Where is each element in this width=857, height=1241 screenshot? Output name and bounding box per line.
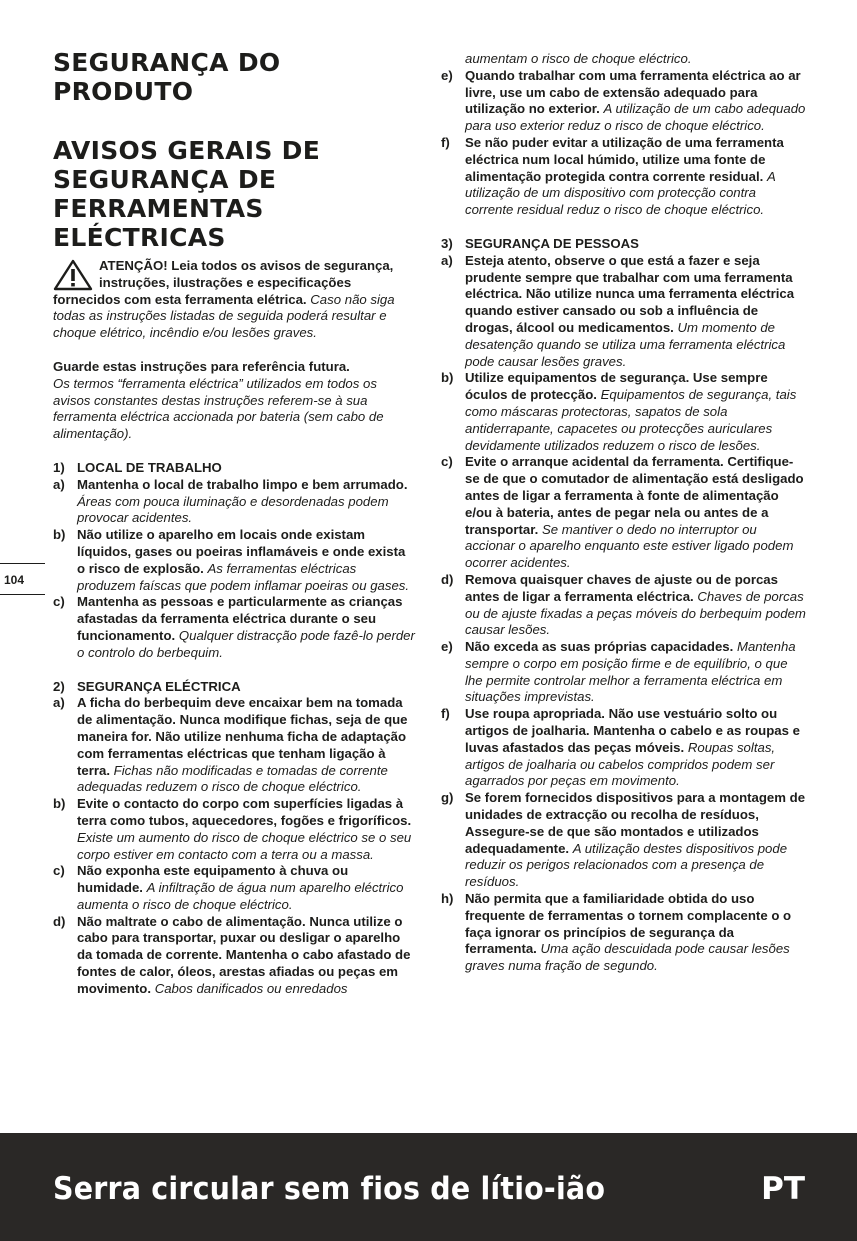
section-title-general-warnings: AVISOS GERAIS DE SEGURANÇA DE FERRAMENTAS ELÉCTRICAS <box>53 136 321 252</box>
footer-bar <box>0 1133 857 1241</box>
page-number: 104 <box>0 563 45 595</box>
terms-text: Os termos “ferramenta eléctrica” utilizados em todos os avisos constantes destas instruções referem-se à sua ferramenta eléctrica accionada por bateria (sem cabo de alimentação). <box>53 375 384 442</box>
warning-italic-text: Caso não siga todas as instruções listadas de seguida poderá resultar e choque elétrico, incêndio e/ou lesões graves. <box>53 291 395 341</box>
list-item: b) Evite o contacto do corpo com superfícies ligadas à terra como tubos, aquecedores, fogões e frigoríficos. Existe um aumento do risco de choque eléctrico se o seu corpo estiver em contacto com a terra ou a massa. <box>53 796 412 862</box>
list-item: c) Evite o arranque acidental da ferramenta. Certifique-se de que o comutador de alimentação está desligado antes de ligar a ferramenta à fonte de alimentação e/ou à bateria, antes de pegar nela ou antes de a transportar. Se mantiver o dedo no interruptor ou accionar o aparelho enquanto este estiver ligado podem ocorrer acidentes. <box>441 454 804 571</box>
continued-text: aumentam o risco de choque eléctrico. <box>465 51 692 66</box>
section-header-personal-safety: 3) SEGURANÇA DE PESSOAS <box>441 235 639 251</box>
list-item: c) Mantenha as pessoas e particularmente as crianças afastadas da ferramenta eléctrica durante o seu funcionamento. Qualquer distracção pode fazê-lo perder o controlo do berbequim. <box>53 594 415 660</box>
list-item: g) Se forem fornecidos dispositivos para a montagem de unidades de extracção ou recolha de resíduos, Assegure-se de que são montados e utilizados adequadamente. A utilização destes dispositivos pode reduzir os perigos relacionados com a presença de resíduos. <box>441 790 806 890</box>
product-title: Serra circular sem fios de lítio-ião <box>53 1171 606 1207</box>
list-item: f) Use roupa apropriada. Não use vestuário solto ou artigos de joalharia. Mantenha o cabelo e as roupas e luvas afastados das peças móveis. Roupas soltas, artigos de joalharia ou cabelos compridos podem ser agarrados por peças em movimento. <box>441 706 800 789</box>
warning-bold-text: ATENÇÃO! Leia todos os avisos de segurança, instruções, ilustrações e especificações fornecidos com esta ferramenta elétrica. <box>53 258 394 307</box>
list-item: c) Não exponha este equipamento à chuva ou humidade. A infiltração de água num aparelho eléctrico aumenta o risco de choque eléctrico. <box>53 863 404 912</box>
warning-block <box>53 258 417 342</box>
section-header-electrical-safety: 2) SEGURANÇA ELÉCTRICA <box>53 678 241 694</box>
section-title-product-safety: SEGURANÇA DO PRODUTO <box>53 48 281 106</box>
list-item: d) Não maltrate o cabo de alimentação. Nunca utilize o cabo para transportar, puxar ou desligar o aparelho da tomada de corrente. Mantenha o cabo afastado de fontes de calor, óleos, arestas afiadas ou peças em movimento. Cabos danificados ou enredados <box>53 913 411 996</box>
list-item: h) Não permita que a familiaridade obtida do uso frequente de ferramentas o tornem complacente o o faça ignorar os princípios de segurança da ferramenta. Uma ação descuidada pode causar lesões graves numa fração de segundo. <box>441 891 792 974</box>
language-code: PT <box>761 1171 805 1207</box>
list-item: e) Não exceda as suas próprias capacidades. Mantenha sempre o corpo em posição firme e de equilíbrio, o que lhe permite controlar melhor a ferramenta eléctrica em situações imprevistas. <box>441 639 796 705</box>
list-item: a) Esteja atento, observe o que está a fazer e seja prudente sempre que trabalhar com uma ferramenta eléctrica. Não utilize nunca uma ferramenta eléctrica quando estiver cansado ou sob a influência de drogas, álcool ou medicamentos. Um momento de desatenção quando se utiliza uma ferramenta eléctrica pode causar lesões graves. <box>441 252 795 369</box>
list-item: e) Quando trabalhar com uma ferramenta eléctrica ao ar livre, use um cabo de extensão adequado para utilização no exterior. A utilização de um cabo adequado para uso exterior reduz o risco de choque eléctrico. <box>441 67 806 134</box>
list-item: a) A ficha do berbequim deve encaixar bem na tomada de alimentação. Nunca modifique fichas, seja de que maneira for. Não utilize nenhuma ficha de adaptação com ferramentas eléctricas que tenham ligação à terra. Fichas não modificadas e tomadas de corrente adequadas reduzem o risco de choque eléctrico. <box>53 695 408 795</box>
warning-triangle-icon <box>53 259 93 291</box>
list-item: f) Se não puder evitar a utilização de uma ferramenta eléctrica num local húmido, utilize uma fonte de alimentação protegida contra corrente residual. A utilização de um dispositivo com protecção contra corrente residual reduz o risco de choque eléctrico. <box>441 134 784 218</box>
list-item: b) Não utilize o aparelho em locais onde existam líquidos, gases ou poeiras inflamáveis e onde exista o risco de explosão. As ferramentas eléctricas produzem faíscas que podem inflamar poeiras ou gases. <box>53 527 410 593</box>
keep-instructions-text: Guarde estas instruções para referência futura. <box>53 358 350 374</box>
list-item: d) Remova quaisquer chaves de ajuste ou de porcas antes de ligar a ferramenta eléctrica. Chaves de porcas ou de ajuste fixadas a peças móveis do berbequim podem causar lesões. <box>441 571 806 638</box>
list-item: a) Mantenha o local de trabalho limpo e bem arrumado. Áreas com pouca iluminação e desordenadas podem provocar acidentes. <box>53 476 408 526</box>
list-item: b) Utilize equipamentos de segurança. Use sempre óculos de protecção. Equipamentos de segurança, tais como máscaras protectoras, sapatos de sola antiderrapante, capacetes ou protecções auriculares devidamente utilizados reduzem o risco de lesões. <box>441 370 797 453</box>
right-column <box>441 51 806 975</box>
left-column <box>53 48 417 998</box>
section-header-work-area: 1) LOCAL DE TRABALHO <box>53 459 222 475</box>
